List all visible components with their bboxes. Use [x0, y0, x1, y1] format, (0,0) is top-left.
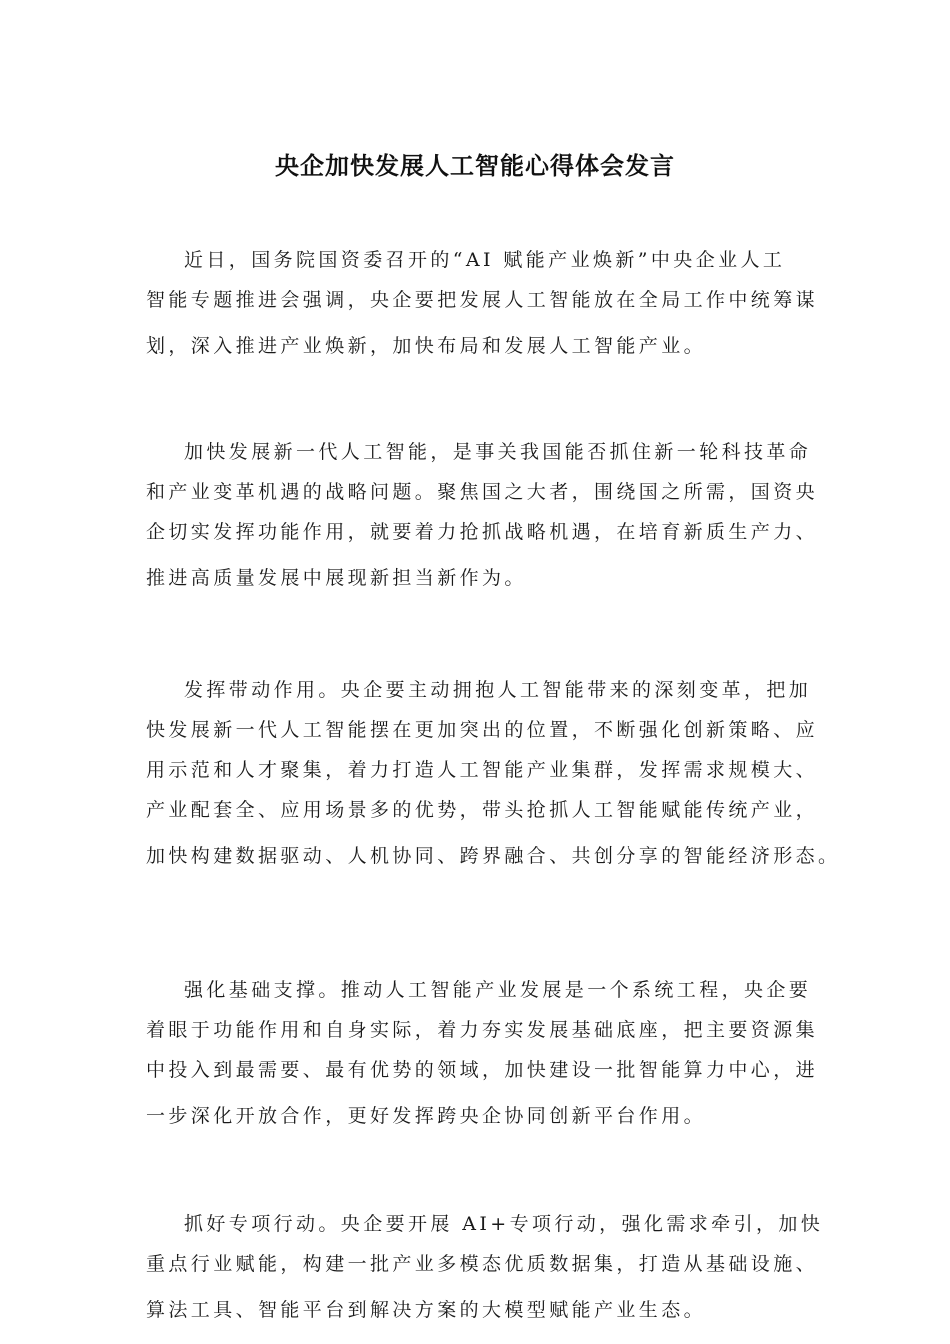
paragraph-line: 抓好专项行动。央企要开展 AI+专项行动，强化需求牵引，加快	[184, 1213, 824, 1235]
paragraph-line: 加快构建数据驱动、人机协同、跨界融合、共创分享的智能经济形态。	[146, 845, 841, 867]
paragraph-line: 划，深入推进产业焕新，加快布局和发展人工智能产业。	[146, 335, 707, 357]
paragraph-line: 智能专题推进会强调，央企要把发展人工智能放在全局工作中统筹谋	[146, 289, 819, 311]
paragraph-1	[146, 246, 819, 372]
paragraph-line: 一步深化开放合作，更好发挥跨央企协同创新平台作用。	[146, 1105, 707, 1127]
paragraph-line: 中投入到最需要、最有优势的领域，加快建设一批智能算力中心，进	[146, 1059, 819, 1081]
paragraph-line: 快发展新一代人工智能摆在更加突出的位置，不断强化创新策略、应	[146, 719, 819, 741]
paragraph-4	[146, 976, 819, 1142]
paragraph-2	[146, 438, 819, 604]
document-title: 央企加快发展人工智能心得体会发言	[275, 152, 675, 180]
paragraph-line: 用示范和人才聚集，着力打造人工智能产业集群，发挥需求规模大、	[146, 759, 819, 781]
paragraph-line: 发挥带动作用。央企要主动拥抱人工智能带来的深刻变革，把加	[184, 679, 812, 701]
paragraph-line: 和产业变革机遇的战略问题。聚焦国之大者，围绕国之所需，国资央	[146, 481, 819, 503]
paragraph-line: 企切实发挥功能作用，就要着力抢抓战略机遇，在培育新质生产力、	[146, 521, 819, 543]
paragraph-line: 推进高质量发展中展现新担当新作为。	[146, 567, 527, 589]
paragraph-5	[146, 1210, 824, 1336]
paragraph-line: 近日，国务院国资委召开的“AI 赋能产业焕新”中央企业人工	[184, 249, 786, 271]
paragraph-3	[146, 676, 841, 882]
paragraph-line: 重点行业赋能，构建一批产业多模态优质数据集，打造从基础设施、	[146, 1253, 819, 1275]
paragraph-line: 强化基础支撑。推动人工智能产业发展是一个系统工程，央企要	[184, 979, 812, 1001]
paragraph-line: 产业配套全、应用场景多的优势，带头抢抓人工智能赋能传统产业，	[146, 799, 819, 821]
paragraph-line: 加快发展新一代人工智能，是事关我国能否抓住新一轮科技革命	[184, 441, 812, 463]
paragraph-line: 着眼于功能作用和自身实际，着力夯实发展基础底座，把主要资源集	[146, 1019, 819, 1041]
paragraph-line: 算法工具、智能平台到解决方案的大模型赋能产业生态。	[146, 1299, 707, 1321]
